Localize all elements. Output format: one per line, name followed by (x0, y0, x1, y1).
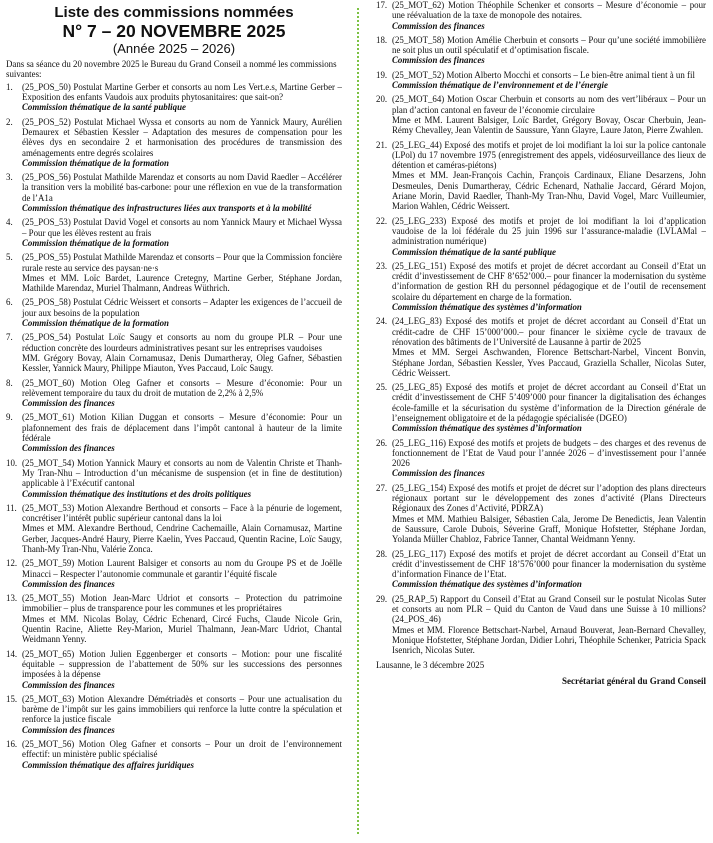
list-item (376, 483, 706, 545)
item-commission: Commission des finances (22, 578, 115, 589)
item-number: 5. (6, 252, 13, 263)
list-item (376, 594, 706, 656)
footer-date: Lausanne, le 3 décembre 2025 (376, 659, 485, 670)
footer-signature: Secrétariat général du Grand Conseil (562, 675, 706, 686)
list-item (6, 378, 342, 409)
column-divider (357, 8, 359, 834)
item-number: 8. (6, 377, 13, 388)
item-text: (25_MOT_64) Motion Oscar Cherbuin et consorts au nom des vert’libéraux – Pour un plan d’action cantonal en faveur de l’économie circulaire (392, 94, 706, 115)
item-text: (25_LEG_233) Exposé des motifs et projet de loi modifiant la loi d’application vaudoise de la loi fédérale du 25 juin 1996 sur l’assurance-maladie (LVLAMal – administration numérique) (392, 215, 706, 247)
item-number: 13. (6, 593, 18, 604)
list-item (376, 438, 706, 479)
item-number: 15. (6, 693, 18, 704)
commission-list-left (6, 82, 342, 770)
item-text: (25_LEG_151) Exposé des motifs et projet de décret accordant au Conseil d’Etat un crédit d’investissement de CHF 8’652’000.– pour financer la modernisation du système d’information de gestion RH du personnel pédagogique et de l’outil de recensement scolaire du département en charge de la formation. (392, 260, 706, 302)
list-item (6, 503, 342, 554)
item-commission: Commission thématique des systèmes d’information (392, 579, 582, 590)
item-number: 10. (6, 457, 18, 468)
list-item (376, 216, 706, 257)
list-item (376, 316, 706, 378)
item-number: 6. (6, 297, 13, 308)
item-text: (25_LEG_116) Exposé des motifs et projets de budgets – des charges et des revenus de fonctionnement de l’Etat de Vaud pour l’année 2026 – d’investissement pour l’année 2026 (392, 437, 706, 469)
item-members: Mmes et MM. Alexandre Berthoud, Cendrine Cachemaille, Alain Cornamusaz, Martine Gerber, Jacques-André Haury, Pierre Kaelin, Yves Paccaud, Quentin Racine, Loïc Saugy, Thanh-My Tran-Nhu, Valérie Zonca. (22, 523, 342, 554)
item-number: 16. (6, 739, 18, 750)
item-commission: Commission des finances (392, 468, 485, 479)
doc-number: N° 7 – 20 NOVEMBRE 2025 (62, 21, 286, 41)
item-number: 20. (376, 94, 388, 105)
item-number: 19. (376, 69, 388, 80)
list-item (376, 35, 706, 66)
list-item (6, 252, 342, 293)
item-members: Mme et MM. Laurent Balsiger, Loïc Bardet, Grégory Bovay, Oscar Cherbuin, Jean-Rémy Chevalley, Jean Valentin de Saussure, Yann Glayre, Laure Jaton, Pierre Zwahlen. (392, 114, 706, 136)
list-item (6, 297, 342, 328)
item-text: (25_MOT_60) Motion Oleg Gafner et consorts – Mesure d’économie: Pour un relèvement temporaire du taux du droit de mutation de 2,2% à 2,5% (22, 377, 342, 398)
list-item (376, 382, 706, 433)
item-text: (25_MOT_54) Motion Yannick Maury et consorts au nom de Valentin Christe et Thanh-My Tran-Nhu – Introduction d’un mécanisme de suspension (et in fine de destitution) applicable à l’Exécutif cantonal (22, 457, 342, 489)
list-item (6, 593, 342, 644)
item-number: 24. (376, 316, 388, 327)
item-members: Mmes et MM. Loïc Bardet, Laurence Cretegny, Martine Gerber, Stéphane Jordan, Mathilde Marendaz, Muriel Thalmann, Andreas Wüthrich. (22, 272, 342, 294)
item-number: 11. (6, 502, 17, 513)
list-item (6, 172, 342, 213)
item-text: (25_RAP_5) Rapport du Conseil d’Etat au Grand Conseil sur le postulat Nicolas Suter et consorts au nom PLR – Quid du Canton de Vaud dans une Suisse à 10 millions? (24_POS_46) (392, 593, 706, 625)
item-number: 17. (376, 0, 388, 10)
item-commission: Commission des finances (22, 679, 115, 690)
item-text: (25_LEG_85) Exposé des motifs et projet de décret accordant au Conseil d’Etat un crédit d’investissement de CHF 5’409’000 pour financer la digitalisation des échanges école-famille et la sécurisation du système d’information de la Direction générale de l’enseignement obligatoire et de la pédagogie spécialisée (DGEO) (392, 382, 706, 423)
item-commission: Commission thématique de la formation (22, 318, 169, 329)
item-text: (25_MOT_53) Motion Alexandre Berthoud et consorts – Face à la pénurie de logement, concrétiser l’intérêt public supérieur cantonal dans la loi (22, 502, 342, 524)
item-text: (25_LEG_154) Exposé des motifs et projet de décret sur l’adoption des plans directeurs régionaux portant sur le développement des zones d’activité (Plans Directeurs Régionaux des Zones d’Activité, PDRZA) (392, 482, 706, 514)
item-text: (25_MOT_63) Motion Alexandre Démétriadès et consorts – Pour une actualisation du barème de l’impôt sur les gains immobiliers qui renforce la lutte contre la spéculation et renforce la justice fiscale (22, 693, 342, 725)
item-commission: Commission thématique de la santé publique (392, 246, 556, 257)
item-number: 14. (6, 648, 18, 659)
item-text: (25_MOT_61) Motion Kilian Duggan et consorts – Mesure d’économie: Pour un plafonnement des frais de déplacement dans l’impôt cantonal à hauteur de la limite fédérale (22, 412, 342, 444)
item-members: Mmes et MM. Sergei Aschwanden, Florence Bettschart-Narbel, Vincent Bonvin, Stéphane Jordan, Sébastien Kessler, Yves Paccaud, Graziella Schaller, Nicolas Suter, Cédric Weissert. (392, 347, 706, 378)
item-members: MM. Grégory Bovay, Alain Cornamusaz, Denis Dumartheray, Oleg Gafner, Sébastien Kessler, Yannick Maury, Philippe Miauton, Yves Paccaud, Loïc Saugy. (22, 352, 342, 374)
item-number: 22. (376, 215, 388, 226)
item-number: 26. (376, 437, 388, 448)
item-text: (25_POS_54) Postulat Loïc Saugy et consorts au nom du groupe PLR – Pour une réduction concrète des lourdeurs administratives pesant sur les entreprises vaudoises (22, 332, 342, 353)
item-commission: Commission des finances (392, 20, 485, 31)
list-item (376, 70, 706, 91)
item-text: (25_POS_56) Postulat Mathilde Marendaz et consorts au nom David Raedler – Accélérer la transition vers la mobilité bas-carbone: pour une réflexion en vue de la transformation de l’A1a (22, 172, 342, 203)
item-text: (24_LEG_83) Exposé des motifs et projet de décret accordant au Conseil d’Etat un crédit-cadre de CHF 15’000’000.– pour financer le sixième cycle de travaux de rénovation des bâtiments de l’Université de Lausanne à partir de 2025 (392, 316, 706, 347)
right-column (376, 0, 706, 686)
item-commission: Commission thématique de la formation (22, 237, 169, 248)
item-text: (25_POS_50) Postulat Martine Gerber et consorts au nom Les Vert.e.s, Martine Gerber – Exposition des enfants Vaudois aux produits phytosanitaires: que sait-on? (22, 81, 342, 103)
item-number: 12. (6, 558, 18, 569)
item-number: 27. (376, 482, 388, 493)
intro-text: Dans sa séance du 20 novembre 2025 le Bureau du Grand Conseil a nommé les commissions suivantes: (6, 59, 337, 80)
item-text: (25_POS_52) Postulat Michael Wyssa et consorts au nom de Yannick Maury, Aurélien Demaurex et Sébastien Kessler – Adaptation des mesures de compensation pour les élèves dys en secondaire 2 et harmonisation des procédures de transmission des aménagements entre degrés scolaires (22, 116, 342, 158)
item-number: 18. (376, 34, 388, 45)
doc-year: (Année 2025 – 2026) (112, 41, 236, 56)
item-text: (25_MOT_52) Motion Alberto Mocchi et consorts – Le bien-être animal tient à un fil (392, 69, 695, 80)
list-item (376, 94, 706, 135)
list-item (6, 82, 342, 113)
left-column (6, 0, 342, 774)
item-commission: Commission thématique des systèmes d’information (392, 302, 582, 313)
item-text: (25_LEG_44) Exposé des motifs et projet de loi modifiant la loi sur la police cantonale (LPol) du 17 novembre 1975 (enregistrement des appels, vidéosurveillance des lieux de détention et caméras-piétons) (392, 139, 706, 171)
item-text: (25_POS_53) Postulat David Vogel et consorts au nom Yannick Maury et Michael Wyssa – Pour que les élèves restent au frais (22, 217, 342, 238)
list-item (6, 694, 342, 735)
doc-title: Liste des commissions nommées (54, 4, 294, 21)
item-members: Mmes et MM. Mathieu Balsiger, Sébastien Cala, Jerome De Benedictis, Jean Valentin de Saussure, Carole Dubois, Séverine Graff, Monique Hofstetter, Stéphane Jordan, Yolanda Müller Chabloz, Fabrice Tanner, Chantal Weidmann Yenny. (392, 513, 706, 545)
item-commission: Commission thématique des affaires juridiques (22, 759, 194, 770)
item-text: (25_MOT_58) Motion Amélie Cherbuin et consorts – Pour qu’une société immobilière ne soit plus un outil spéculatif et d’optimisation fiscale. (392, 34, 706, 56)
item-text: (25_MOT_65) Motion Julien Eggenberger et consorts – Motion: pour une fiscalité équitable – suppression de l’abattement de 50% sur les successions des personnes imposées à la dépense (22, 648, 342, 680)
item-number: 3. (6, 172, 13, 183)
item-commission: Commission thématique de la santé publique (22, 102, 186, 113)
item-number: 2. (6, 116, 13, 127)
item-members: Mmes et MM. Florence Bettschart-Narbel, Arnaud Bouverat, Jean-Bernard Chevalley, Monique Hofstetter, Stéphane Jordan, Didier Lohri, Théophile Schenker, Patricia Spack Isenrich, Nicolas Suter. (392, 624, 706, 656)
list-item (6, 739, 342, 770)
item-number: 25. (376, 382, 388, 393)
list-item (6, 458, 342, 499)
item-number: 28. (376, 548, 388, 559)
item-number: 1. (6, 81, 13, 92)
item-number: 9. (6, 412, 13, 423)
list-item (6, 217, 342, 248)
item-text: (25_POS_58) Postulat Cédric Weissert et consorts – Adapter les exigences de l’accueil de jour aux besoins de la population (22, 297, 342, 318)
list-item (6, 649, 342, 690)
item-commission: Commission des finances (22, 724, 115, 735)
list-item (6, 558, 342, 589)
item-commission: Commission thématique de la formation (22, 157, 169, 168)
item-number: 23. (376, 260, 388, 271)
item-text: (25_LEG_117) Exposé des motifs et projet de décret accordant au Conseil d’Etat un crédit d’investissement de CHF 18’576’000 pour financer la modernisation du système d’information Finance de l’Etat. (392, 548, 706, 580)
list-item (376, 140, 706, 212)
item-number: 4. (6, 217, 13, 228)
item-number: 7. (6, 332, 13, 343)
item-number: 29. (376, 593, 388, 604)
item-commission: Commission des finances (392, 55, 485, 66)
list-item (376, 0, 706, 31)
item-members: Mmes et MM. Jean-François Cachin, François Cardinaux, Eliane Desarzens, John Desmeules, Denis Dumartheray, Cédric Echenard, Nathalie Jaccard, Gérard Mojon, Ariane Morin, David Raedler, Thanh-My Tran-Nhu, David Vogel, Marc Vuilleumier, Marion Wahlen, Cédric Weissert. (392, 170, 706, 212)
list-item (376, 261, 706, 312)
item-text: (25_MOT_59) Motion Laurent Balsiger et consorts au nom du Groupe PS et de Joëlle Minacci – Respecter l’autonomie communale et garantir l’équité fiscale (22, 558, 342, 579)
item-text: (25_POS_55) Postulat Mathilde Marendaz et consorts – Pour que la Commission foncière rurale reste au service des paysan·ne·s (22, 252, 342, 273)
list-item (6, 117, 342, 168)
item-commission: Commission thématique des institutions et des droits politiques (22, 488, 252, 499)
item-commission: Commission thématique des infrastructures liées aux transports et à la mobilité (22, 203, 312, 214)
item-members: Mmes et MM. Nicolas Bolay, Cédric Echenard, Circé Fuchs, Claude Nicole Grin, Quentin Racine, Aliette Rey-Marion, Muriel Thalmann, Jean-Marc Udriot, Chantal Weidmann Yenny. (22, 613, 342, 645)
list-item (6, 332, 342, 373)
list-item (6, 412, 342, 453)
item-commission: Commission des finances (22, 443, 115, 454)
item-text: (25_MOT_62) Motion Théophile Schenker et consorts – Mesure d’économie – pour une réévaluation de la taxe de monopole des notaires. (392, 0, 706, 21)
item-commission: Commission thématique de l’environnement et de l’énergie (392, 80, 608, 91)
item-commission: Commission thématique des systèmes d’information (392, 423, 582, 434)
item-number: 21. (376, 139, 388, 150)
item-text: (25_MOT_55) Motion Jean-Marc Udriot et consorts – Protection du patrimoine immobilier – plus de transparence pour les communes et les propriétaires (22, 593, 342, 614)
item-commission: Commission des finances (22, 398, 115, 409)
list-item (376, 549, 706, 590)
commission-list-right (376, 0, 706, 656)
item-text: (25_MOT_56) Motion Oleg Gafner et consorts – Pour un droit de l’environnement effectif: un ministère public spécialisé (22, 739, 342, 760)
